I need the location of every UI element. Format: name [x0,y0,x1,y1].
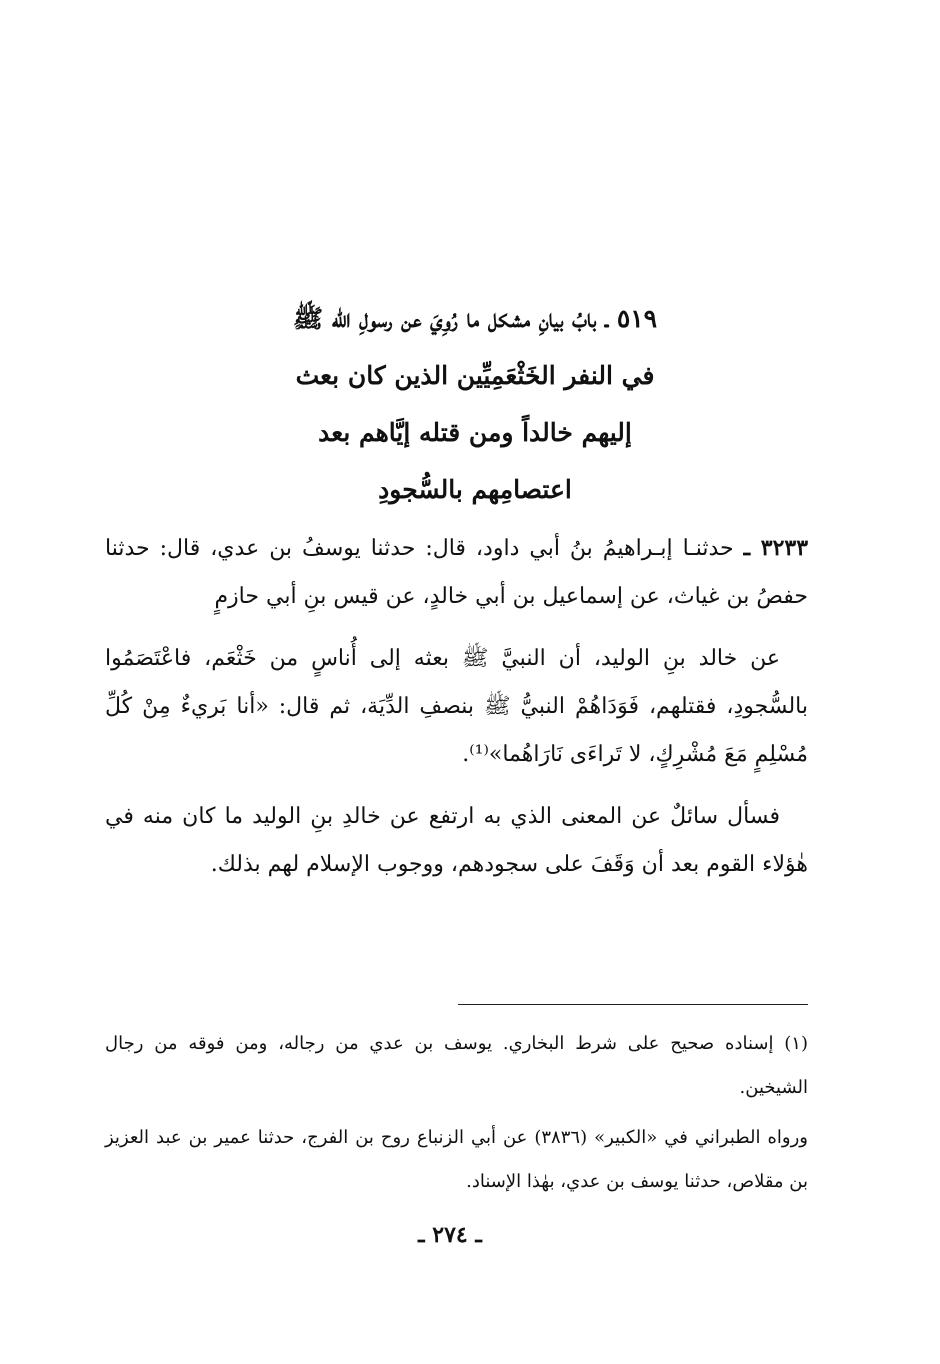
chapter-heading [110,290,840,518]
chapter-heading-line-3: إليهم خالداً ومن قتله إيَّاهم بعد [318,418,632,447]
commentary-paragraph: فسأل سائلٌ عن المعنى الذي به ارتفع عن خالدِ بنِ الوليد ما كان منه في هٰؤلاء القوم بعد أن وَقَفَ على سجودهم، ووجوب الإسلام لهم بذلك. [105,804,808,877]
hadith-isnad: حدثنـا إبـراهيمُ بنُ أبي داود، قال: حدثنا يوسفُ بن عدي، قال: حدثنا حفصُ بن غياث، عن إسماعيل بن أبي خالدٍ، عن قيس بنِ أبي حازمٍ [105,536,808,609]
chapter-heading-line-2: في النفر الخَثْعَمِيِّين الذين كان بعث [295,361,655,390]
footnote-1: (١) إسناده صحيح على شرط البخاري. يوسف بن عدي من رجاله، ومن فوقه من رجال الشيخين. [105,1033,808,1098]
page-number: ـ ٢٧٤ ـ [418,1222,482,1248]
hadith-number: ٣٢٣٣ ـ [743,535,809,561]
chapter-heading-line-4: اعتصامِهم بالسُّجودِ [378,475,572,504]
body-text [105,524,808,903]
footnote-divider [458,1004,808,1005]
footnote-1-continuation: ورواه الطبراني في «الكبير» (٣٨٣٦) عن أبي الزنباع روح بن الفرج، حدثنا عمير بن عبد العزيز بن مقلاص، حدثنا يوسف بن عدي، بهٰذا الإسناد. [105,1127,808,1192]
chapter-heading-line-1: ٥١٩ ـ بابُ بيانِ مشكل ما رُوِيَ عن رسولِ الله ﷺ [292,304,658,333]
hadith-matn: عن خالد بنِ الوليد، أن النبيَّ ﷺ بعثه إلى أُناسٍ من خَثْعَم، فاعْتَصَمُوا بالسُّجودِ، فقتلهم، فَوَدَاهُمْ النبيُّ ﷺ بنصفِ الدِّيَة، ثم قال: «أنا بَريءٌ مِنْ كُلِّ مُسْلِمٍ مَعَ مُشْرِكٍ، لا تَراءَى نَارَاهُما»⁽¹⁾. [105,646,808,767]
footnotes [105,1022,808,1210]
hadith-isnad-paragraph [105,524,808,621]
